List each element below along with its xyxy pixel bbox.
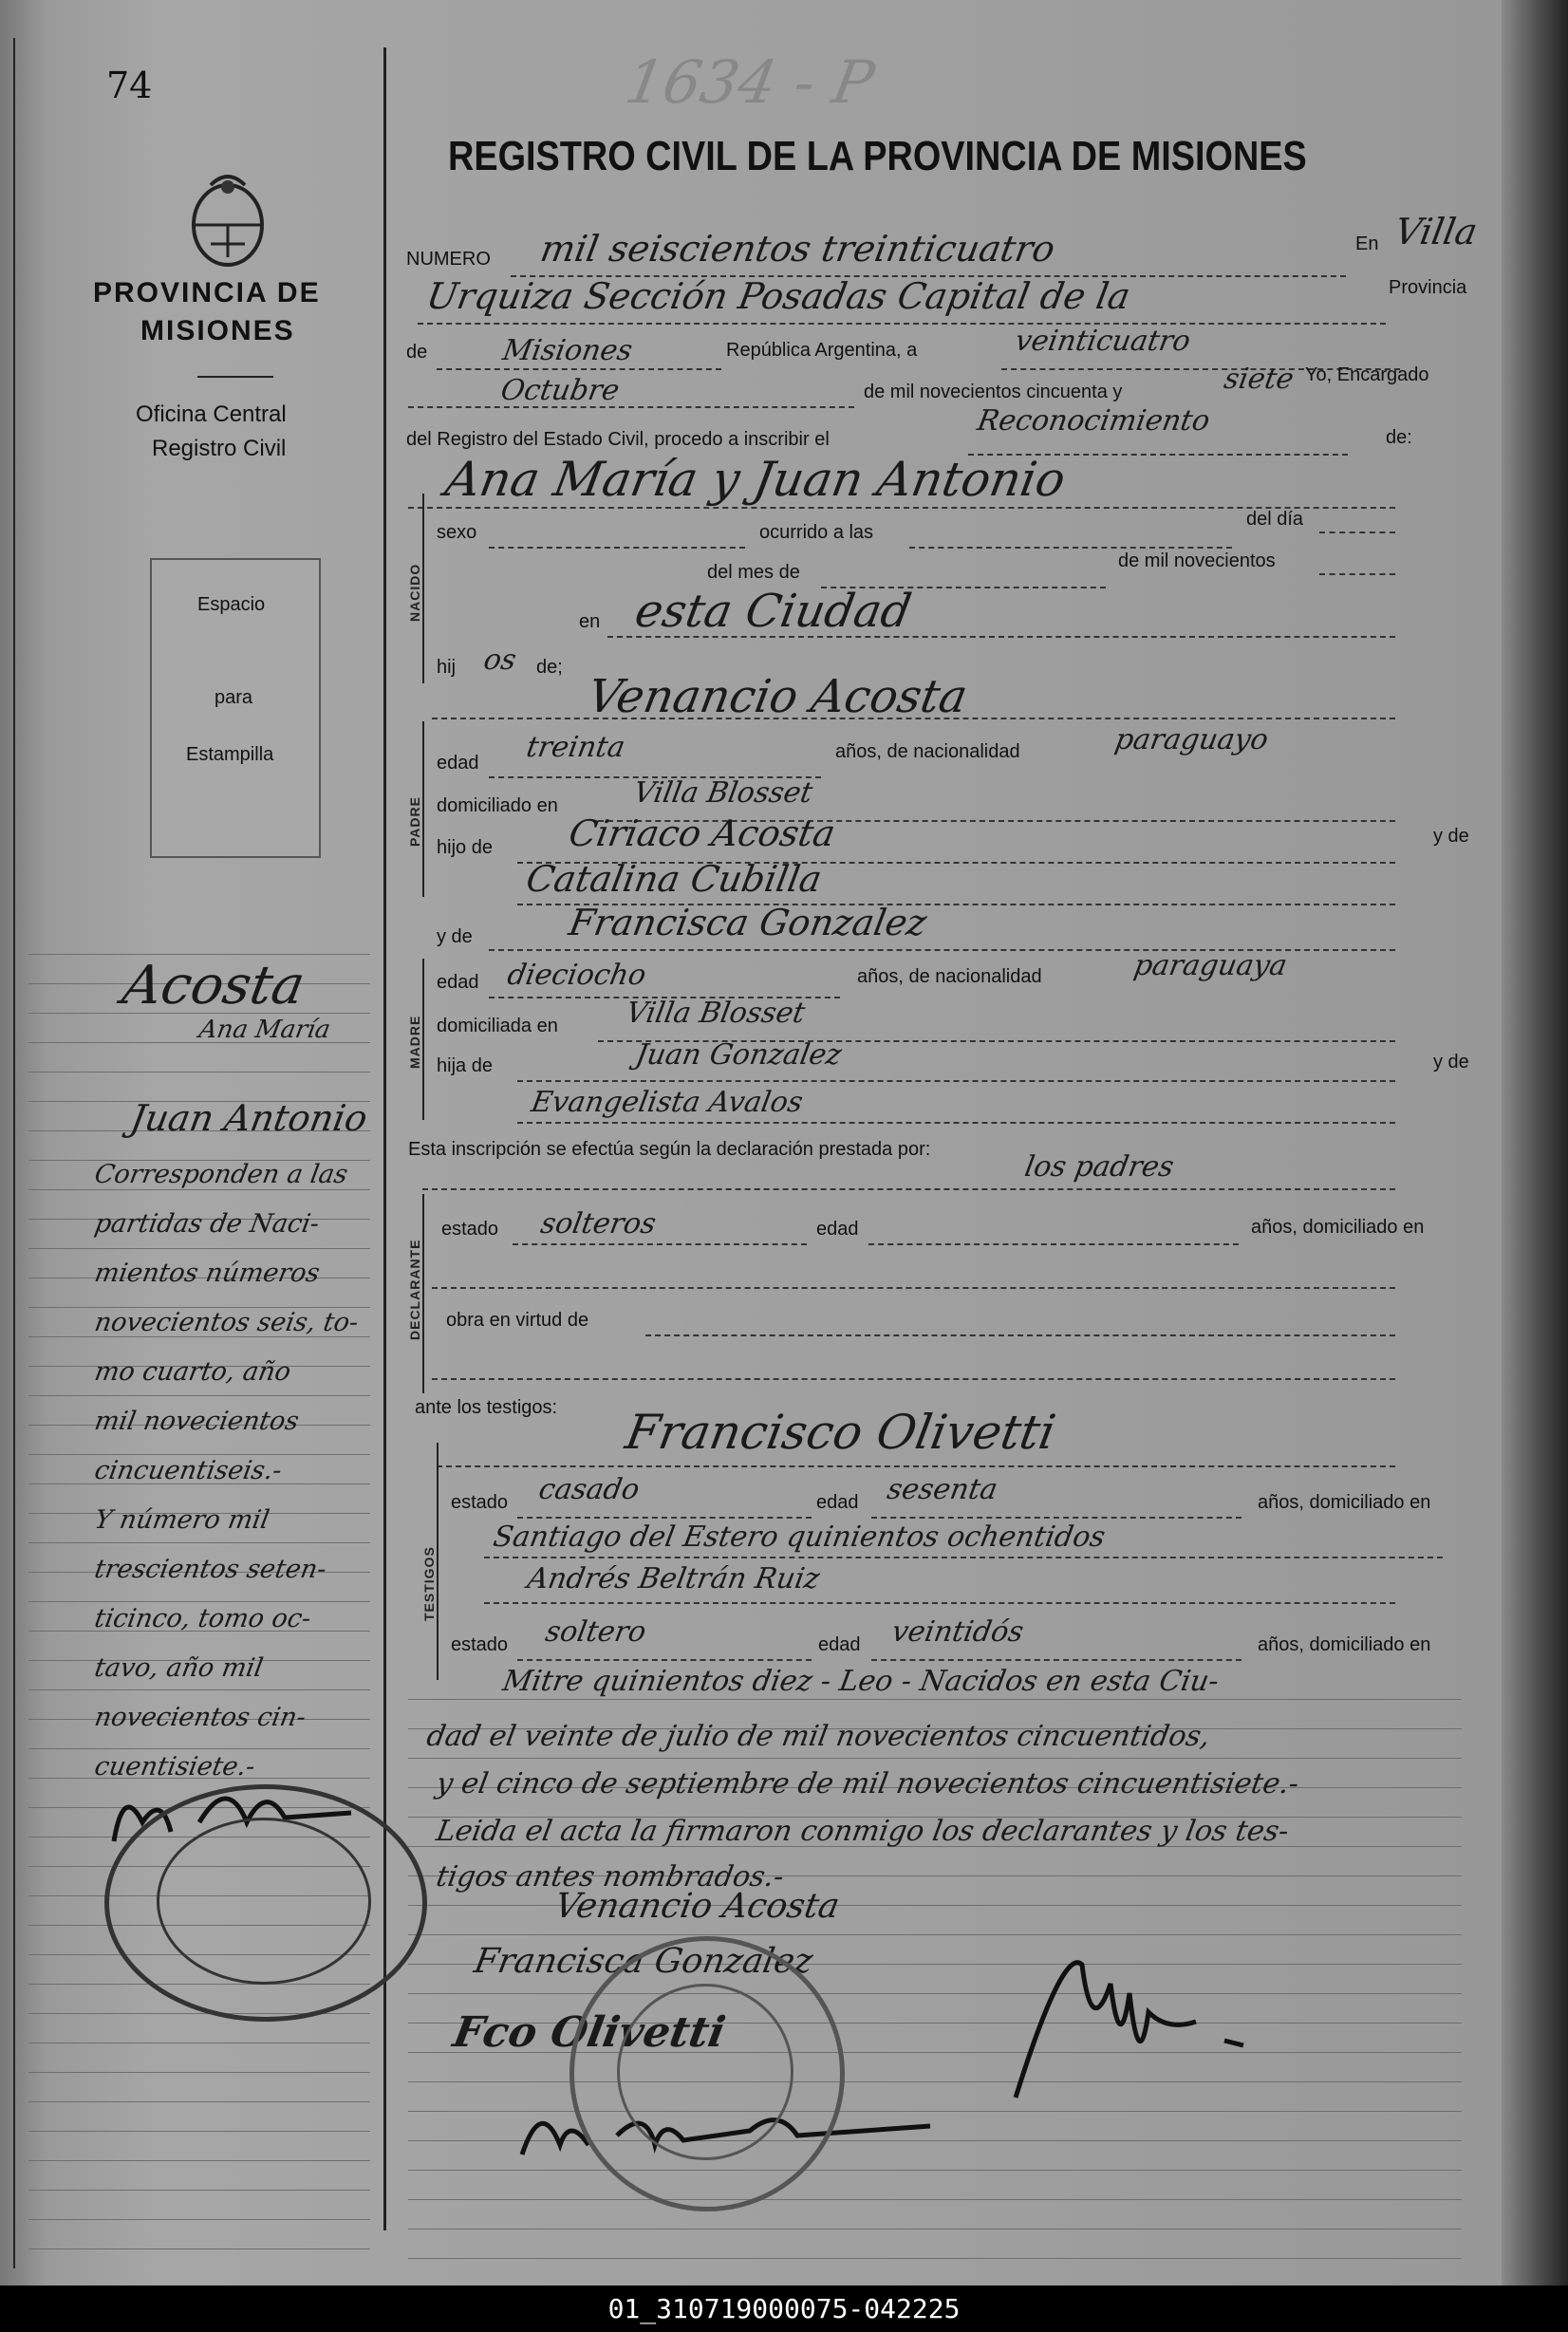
- note-line-2: dad el veinte de julio de mil novecientos cincuentidos,: [423, 1720, 1213, 1753]
- label-en: En: [1355, 233, 1379, 254]
- note-line-3: y el cinco de septiembre de mil novecientos cincuentisiete.-: [433, 1767, 1302, 1800]
- observation-ruled-line: [408, 1699, 1462, 1700]
- section-testigos: TESTIGOS: [421, 1546, 437, 1621]
- margin-note-line: cuentisiete.-: [92, 1752, 258, 1782]
- underline-t1-estado: [517, 1517, 812, 1519]
- value-acto: Reconocimiento: [974, 404, 1213, 438]
- value-nombres: Ana María y Juan Antonio: [440, 452, 1070, 507]
- label-t2-edad: edad: [818, 1634, 861, 1655]
- label-t1-anios: años, domiciliado en: [1258, 1492, 1431, 1513]
- left-border-rule: [13, 38, 15, 2268]
- underline-mes: [408, 406, 854, 408]
- observation-ruled-line: [408, 2081, 1462, 2082]
- margin-note-line: tavo, año mil: [92, 1653, 266, 1683]
- margin-name-1: Ana María: [196, 1016, 333, 1044]
- label-en-lower: en: [579, 611, 601, 632]
- label-provincia: Provincia: [1389, 277, 1467, 298]
- label-obra: obra en virtud de: [446, 1310, 589, 1331]
- margin-ruled-line: [28, 2190, 370, 2191]
- section-padre: PADRE: [407, 796, 422, 847]
- stamp-box-label-1: Espacio: [197, 594, 266, 615]
- official-seal-stamp-right: [569, 1936, 845, 2211]
- label-madre-y-de-2: y de: [1433, 1052, 1469, 1073]
- record-number: 1634 - P: [620, 47, 880, 117]
- signature-madre: Francisca Gonzalez: [471, 1942, 816, 1981]
- underline-anio-nac: [1319, 573, 1395, 575]
- value-numero: mil seiscientos treinticuatro: [537, 228, 1058, 270]
- section-madre: MADRE: [407, 1015, 422, 1069]
- label-padre-hijo-de: hijo de: [437, 837, 493, 858]
- value-lugar-nac: esta Ciudad: [631, 585, 916, 638]
- label-del-mes: del mes de: [707, 562, 800, 583]
- value-madre-dom: Villa Blosset: [623, 997, 808, 1030]
- underline-lugar2: [418, 323, 1386, 325]
- underline-t2-edad: [871, 1659, 1241, 1661]
- underline-declaracion: [422, 1188, 1395, 1190]
- note-line-4: Leida el acta la firmaron conmigo los declarantes y los tes-: [433, 1815, 1292, 1848]
- underline-sexo: [489, 547, 745, 549]
- label-decl-edad: edad: [816, 1219, 859, 1240]
- book-spine: [1502, 0, 1568, 2285]
- margin-ruled-line: [28, 1542, 370, 1543]
- office-name-2: Registro Civil: [152, 436, 287, 461]
- margin-ruled-line: [28, 1601, 370, 1602]
- testigos-bracket: [437, 1443, 439, 1680]
- value-dia: veinticuatro: [1012, 325, 1193, 358]
- header-divider: [197, 376, 273, 378]
- label-t1-estado: estado: [451, 1492, 509, 1513]
- label-de-mil: de mil novecientos cincuenta y: [864, 382, 1123, 402]
- underline-provincia: [437, 368, 721, 370]
- page-number: 74: [106, 65, 153, 106]
- margin-ruled-line: [28, 2131, 370, 2132]
- label-decl-anios: años, domiciliado en: [1251, 1217, 1425, 1238]
- observation-ruled-line: [408, 2199, 1462, 2200]
- note-line-1: Mitre quinientos diez - Leo - Nacidos en esta Ciu-: [499, 1665, 1222, 1698]
- underline-madre-hija1: [517, 1080, 1395, 1082]
- label-madre-nac: años, de nacionalidad: [857, 966, 1042, 987]
- padre-bracket: [422, 721, 424, 897]
- margin-note-line: Corresponden a las: [92, 1160, 350, 1189]
- section-declarante: DECLARANTE: [407, 1239, 422, 1340]
- label-madre-dom: domiciliada en: [437, 1016, 558, 1036]
- observation-ruled-line: [408, 1758, 1462, 1759]
- coat-of-arms-icon: [182, 166, 273, 271]
- margin-ruled-line: [28, 2072, 370, 2073]
- label-padre-edad: edad: [437, 753, 479, 774]
- observation-ruled-line: [408, 2258, 1462, 2259]
- value-padre-hijo1: Ciriaco Acosta: [566, 812, 839, 854]
- underline-del-dia: [1319, 532, 1395, 533]
- margin-ruled-line: [28, 1189, 370, 1190]
- label-madre-edad: edad: [437, 972, 479, 993]
- province-name-2: MISIONES: [140, 315, 295, 346]
- label-madre-y-de: y de: [437, 926, 473, 947]
- label-ocurrido: ocurrido a las: [759, 522, 874, 543]
- margin-note-line: mo cuarto, año: [92, 1357, 293, 1387]
- stamp-box-label-2: para: [215, 687, 253, 708]
- label-padre-y-de: y de: [1433, 826, 1469, 847]
- official-signature-icon: [1006, 1927, 1291, 2117]
- margin-surname: Acosta: [118, 955, 309, 1017]
- value-madre-nombre: Francisca Gonzalez: [566, 902, 930, 943]
- madre-bracket: [422, 959, 424, 1120]
- label-sexo: sexo: [437, 522, 477, 543]
- underline-t1-edad: [871, 1517, 1241, 1519]
- province-name-1: PROVINCIA DE: [93, 277, 321, 308]
- label-republica: República Argentina, a: [726, 340, 918, 361]
- value-padre-hijo2: Catalina Cubilla: [523, 858, 826, 900]
- observation-ruled-line: [408, 1993, 1462, 1994]
- label-t2-anios: años, domiciliado en: [1258, 1634, 1431, 1655]
- underline-madre-hija2: [517, 1122, 1395, 1124]
- value-lugar2: Urquiza Sección Posadas Capital de la: [423, 275, 1134, 317]
- label-numero: NUMERO: [406, 249, 491, 270]
- label-ante: ante los testigos:: [415, 1397, 558, 1418]
- value-padre-edad: treinta: [523, 731, 628, 764]
- seal-inner-ring-2: [617, 1984, 793, 2160]
- underline-testigo1: [437, 1465, 1395, 1467]
- label-de-colon: de:: [1386, 427, 1412, 448]
- margin-ruled-line: [28, 1748, 370, 1749]
- underline-hora: [909, 547, 1232, 549]
- value-declaracion: los padres: [1021, 1150, 1177, 1184]
- margin-ruled-line: [28, 1248, 370, 1249]
- underline-obra-2: [432, 1378, 1395, 1380]
- nacido-bracket: [422, 494, 424, 683]
- value-padre-nac: paraguayo: [1111, 723, 1271, 756]
- value-t2-estado: soltero: [542, 1615, 649, 1649]
- document-title: REGISTRO CIVIL DE LA PROVINCIA DE MISIONES: [448, 133, 1307, 179]
- label-de: de: [406, 342, 428, 363]
- margin-ruled-line: [28, 1454, 370, 1455]
- margin-note-line: novecientos seis, to-: [92, 1308, 361, 1337]
- label-esta-inscripcion: Esta inscripción se efectúa según la declaración prestada por:: [408, 1139, 931, 1160]
- signature-testigo: Fco Olivetti: [449, 2008, 729, 2057]
- value-t1-dom: Santiago del Estero quinientos ochentidos: [490, 1520, 1109, 1554]
- value-madre-hija1: Juan Gonzalez: [632, 1038, 845, 1072]
- value-testigo2: Andrés Beltrán Ruiz: [524, 1562, 823, 1595]
- value-madre-hija2: Evangelista Avalos: [528, 1086, 806, 1119]
- value-hij-suffix: os: [480, 644, 519, 677]
- label-t1-edad: edad: [816, 1492, 859, 1513]
- margin-note-line: trescientos seten-: [92, 1555, 329, 1584]
- margin-ruled-line: [28, 2219, 370, 2220]
- margin-note-line: novecientos cin-: [92, 1703, 308, 1732]
- margin-note-line: Y número mil: [92, 1505, 272, 1535]
- value-testigo1: Francisco Olivetti: [621, 1405, 1060, 1460]
- margin-ruled-line: [28, 2160, 370, 2161]
- underline-obra: [645, 1334, 1395, 1336]
- margin-name-2: Juan Antonio: [127, 1097, 371, 1139]
- label-de-mil-nov: de mil novecientos: [1118, 550, 1276, 571]
- underline-decl-estado: [513, 1243, 807, 1245]
- value-en: Villa: [1391, 211, 1481, 252]
- label-padre-dom: domiciliado en: [437, 795, 558, 816]
- official-seal-stamp-left: [104, 1784, 427, 2022]
- label-madre-hija-de: hija de: [437, 1055, 493, 1076]
- margin-ruled-line: [28, 2101, 370, 2102]
- underline-t2-estado: [517, 1659, 812, 1661]
- value-t1-estado: casado: [535, 1473, 643, 1506]
- value-mes: Octubre: [497, 374, 623, 407]
- margin-note-line: partidas de Naci-: [92, 1209, 322, 1239]
- margin-note-line: ticinco, tomo oc-: [92, 1604, 313, 1633]
- signature-padre: Venancio Acosta: [551, 1887, 843, 1926]
- margin-note-line: mil novecientos: [92, 1407, 302, 1436]
- value-t2-edad: veintidós: [888, 1615, 1027, 1649]
- observation-ruled-line: [408, 1934, 1462, 1935]
- underline-testigo2: [484, 1602, 1395, 1604]
- stamp-box: [150, 558, 321, 858]
- label-decl-estado: estado: [441, 1219, 499, 1240]
- seal-inner-ring: [157, 1818, 371, 1985]
- label-de-semicolon: de;: [536, 657, 563, 678]
- label-del-dia: del día: [1246, 509, 1304, 530]
- value-decl-estado: solteros: [537, 1207, 659, 1241]
- margin-note-line: cincuentiseis.-: [92, 1456, 285, 1485]
- note-line-5: tigos antes nombrados.-: [433, 1860, 787, 1894]
- declarante-bracket: [422, 1194, 424, 1393]
- value-madre-nac: paraguaya: [1130, 949, 1290, 982]
- value-t1-edad: sesenta: [884, 1473, 1000, 1506]
- office-name-1: Oficina Central: [136, 401, 287, 427]
- stamp-box-label-3: Estampilla: [186, 744, 274, 765]
- footer-image-id: 01_310719000075-042225: [0, 2285, 1568, 2332]
- underline-t1-dom: [484, 1557, 1443, 1558]
- value-anio: siete: [1221, 363, 1297, 396]
- margin-ruled-line: [28, 1395, 370, 1396]
- section-nacido: NACIDO: [407, 563, 422, 622]
- label-del-registro: del Registro del Estado Civil, procedo a inscribir el: [406, 429, 830, 450]
- value-padre-nombre: Venancio Acosta: [584, 670, 972, 723]
- margin-ruled-line: [28, 1072, 370, 1073]
- value-provincia: Misiones: [499, 334, 635, 367]
- underline-decl-dom: [432, 1287, 1395, 1289]
- label-yo: Yo, Encargado: [1305, 364, 1429, 385]
- value-madre-edad: dieciocho: [504, 959, 649, 992]
- margin-ruled-line: [28, 2248, 370, 2249]
- margin-note-line: mientos números: [92, 1259, 323, 1288]
- label-hij: hij: [437, 657, 457, 678]
- value-padre-dom: Villa Blosset: [630, 776, 815, 810]
- margin-ruled-line: [28, 1689, 370, 1690]
- label-t2-estado: estado: [451, 1634, 509, 1655]
- underline-decl-edad: [868, 1243, 1239, 1245]
- label-padre-nac: años, de nacionalidad: [835, 741, 1020, 762]
